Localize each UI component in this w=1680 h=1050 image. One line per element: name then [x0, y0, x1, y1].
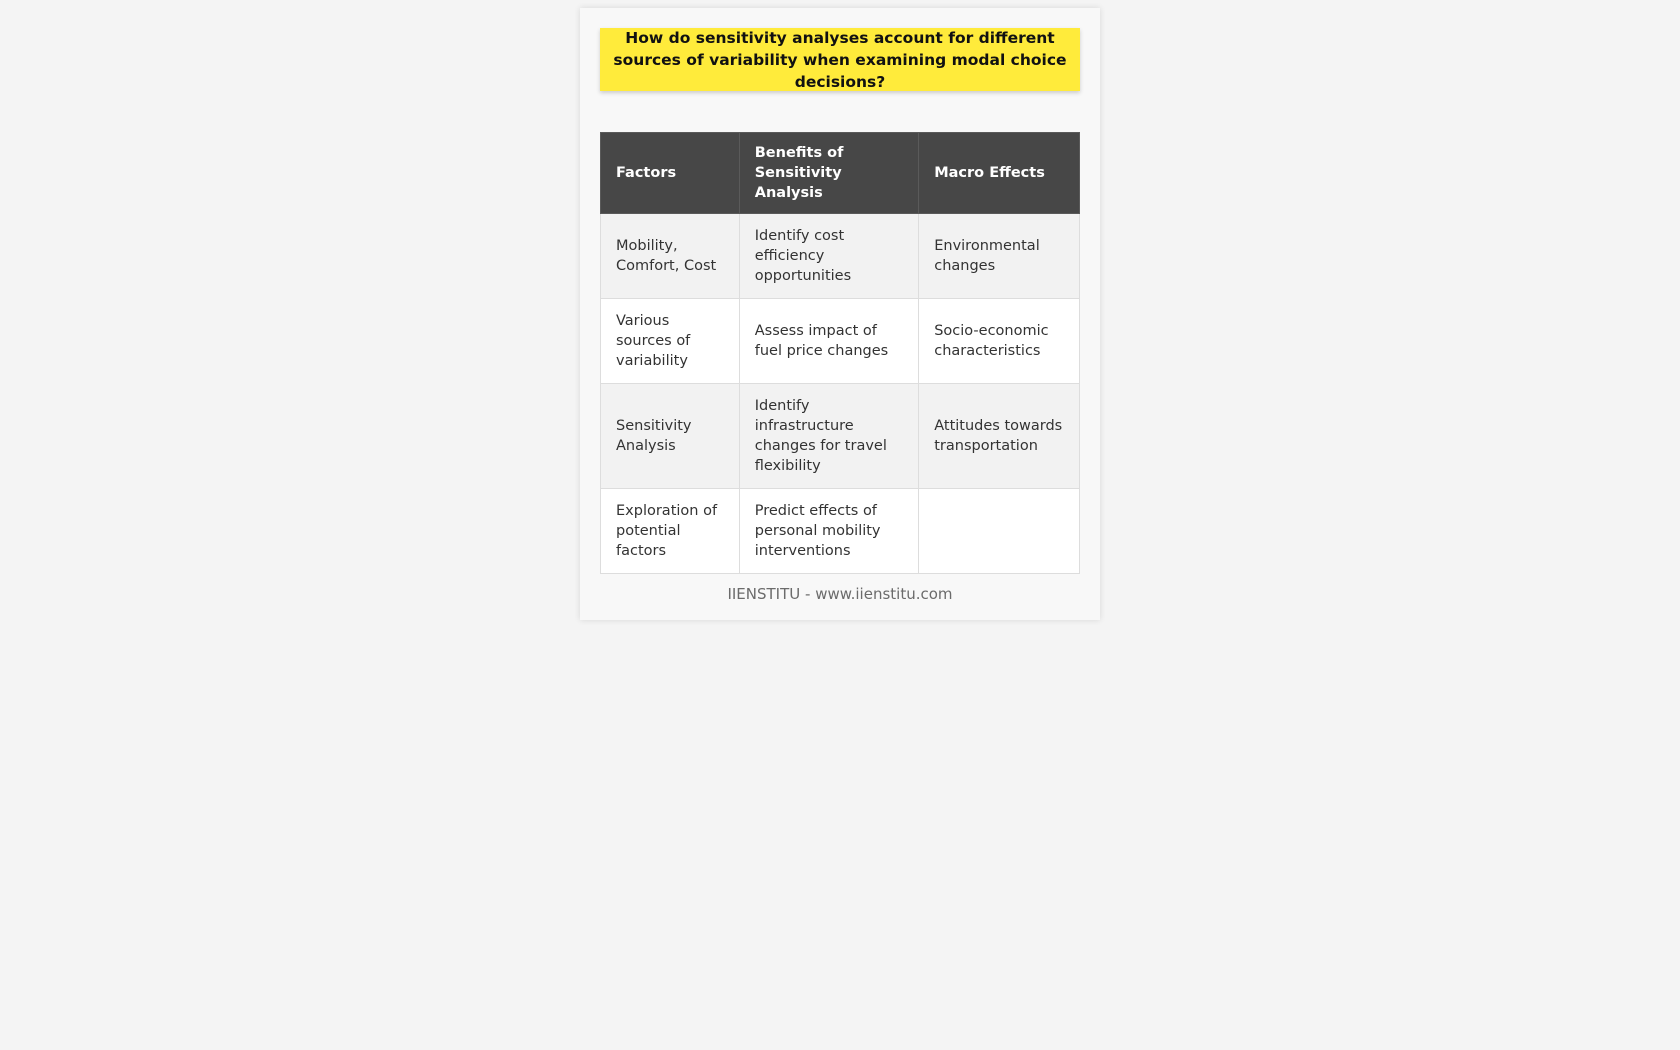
question-title-box	[600, 28, 1080, 91]
table-cell: Predict effects of personal mobility interventions	[739, 489, 918, 574]
table-row	[601, 489, 1080, 574]
content-card	[580, 8, 1100, 620]
column-header-macro-effects: Macro Effects	[919, 133, 1080, 214]
table-cell: Assess impact of fuel price changes	[739, 299, 918, 384]
table-cell: Various sources of variability	[601, 299, 740, 384]
table-cell: Attitudes towards transportation	[919, 384, 1080, 489]
page-title: How do sensitivity analyses account for different sources of variability when examining modal choice decisions?	[613, 28, 1067, 91]
table-row	[601, 214, 1080, 299]
table-cell: Exploration of potential factors	[601, 489, 740, 574]
table-header-row	[601, 133, 1080, 214]
data-table	[600, 132, 1080, 574]
footer-credit: IIENSTITU - www.iienstitu.com	[727, 585, 953, 603]
table-cell: Sensitivity Analysis	[601, 384, 740, 489]
table-cell: Socio-economic characteristics	[919, 299, 1080, 384]
column-header-benefits: Benefits of Sensitivity Analysis	[739, 133, 918, 214]
table-row	[601, 384, 1080, 489]
table-cell: Identify cost efficiency opportunities	[739, 214, 918, 299]
table-cell	[919, 489, 1080, 574]
table-cell: Environmental changes	[919, 214, 1080, 299]
column-header-factors: Factors	[601, 133, 740, 214]
table-cell: Identify infrastructure changes for travel flexibility	[739, 384, 918, 489]
table-row	[601, 299, 1080, 384]
table-cell: Mobility, Comfort, Cost	[601, 214, 740, 299]
